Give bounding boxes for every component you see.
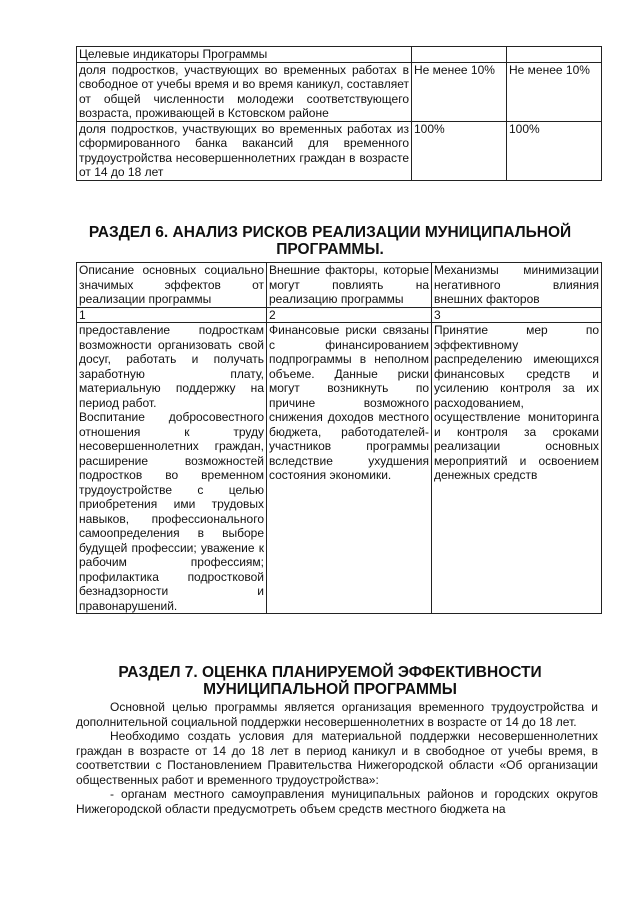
table-header-row	[77, 263, 602, 308]
table-cell	[412, 47, 507, 63]
table-cell: Не менее 10%	[507, 62, 602, 121]
column-number: 3	[432, 307, 602, 323]
table-row	[77, 323, 602, 614]
column-number: 2	[267, 307, 432, 323]
table-row	[77, 62, 602, 121]
table-cell: 100%	[412, 121, 507, 180]
column-number: 1	[77, 307, 267, 323]
section-7-title: РАЗДЕЛ 7. ОЦЕНКА ПЛАНИРУЕМОЙ ЭФФЕКТИВНОСТИ МУНИЦИПАЛЬНОЙ ПРОГРАММЫ	[118, 664, 542, 698]
table-header-cell: Механизмы минимизации негативного влияния внешних факторов	[432, 263, 602, 308]
paragraph: Основной целью программы является организация временного трудоустройства и дополнительной социальной поддержки несовершеннолетних в возрасте от 14 до 18 лет.	[76, 700, 598, 729]
section-6-title: РАЗДЕЛ 6. АНАЛИЗ РИСКОВ РЕАЛИЗАЦИИ МУНИЦИПАЛЬНОЙ ПРОГРАММЫ.	[88, 224, 572, 258]
table-header-cell: Описание основных социально значимых эффектов от реализации программы	[77, 263, 267, 308]
table-number-row	[77, 307, 602, 323]
external-factors-cell: Финансовые риски связаны с финансированием подпрограммы в неполном объеме. Данные риски могут возникнуть по причине возможного снижения доходов местного бюджета, работодателей-участников программы вследствие ухудшения состояния экономики.	[267, 323, 432, 614]
paragraph: - органам местного самоуправления муниципальных районов и городских округов Нижегородской области предусмотреть объем средств местного бюджета на	[76, 787, 598, 816]
table-cell: доля подростков, участвующих во временных работах из сформированного банка вакансий для временного трудоустройства несовершеннолетних граждан в возрасте от 14 до 18 лет	[77, 121, 412, 180]
section-7-body	[76, 700, 598, 816]
effects-text: предоставление подросткам возможности организовать свой досуг, работать и получать заработную плату, материальную поддержку на период работ.	[79, 323, 264, 410]
table-cell	[507, 47, 602, 63]
table-row	[77, 47, 602, 63]
table-cell: Не менее 10%	[412, 62, 507, 121]
target-indicators-table	[76, 46, 602, 181]
risk-analysis-table	[76, 262, 602, 614]
table-cell: доля подростков, участвующих во временных работах в свободное от учебы время и во время каникул, составляет от общей численности молодежи соответствующего возраста, проживающей в Кстовском районе	[77, 62, 412, 121]
table-row	[77, 121, 602, 180]
table-header-cell: Внешние факторы, которые могут повлиять на реализацию программы	[267, 263, 432, 308]
effects-cell	[77, 323, 267, 614]
table-cell: 100%	[507, 121, 602, 180]
effects-text-extra: Воспитание добросовестного отношения к труду несовершеннолетних граждан, расширение возможностей подростков во временном трудоустройстве с целью приобретения ими трудовых навыков, профессионального самоопределения в выборе будущей профессии; уважение к рабочим профессиям; профилактика подростковой безнадзорности и правонарушений.	[79, 410, 264, 613]
mitigation-cell: Принятие мер по эффективному распределению имеющихся финансовых средств и усилению контроля за их расходованием, осуществление мониторинга и контроля за сроками реализации основных мероприятий и освоением денежных средств	[432, 323, 602, 614]
paragraph: Необходимо создать условия для материальной поддержки несовершеннолетних граждан в возрасте от 14 до 18 лет в период каникул и в свободное от учебы время, в соответствии с Постановлением Правительства Нижегородской области «Об организации общественных работ и временного трудоустройства»:	[76, 729, 598, 787]
table-cell: Целевые индикаторы Программы	[77, 47, 412, 63]
